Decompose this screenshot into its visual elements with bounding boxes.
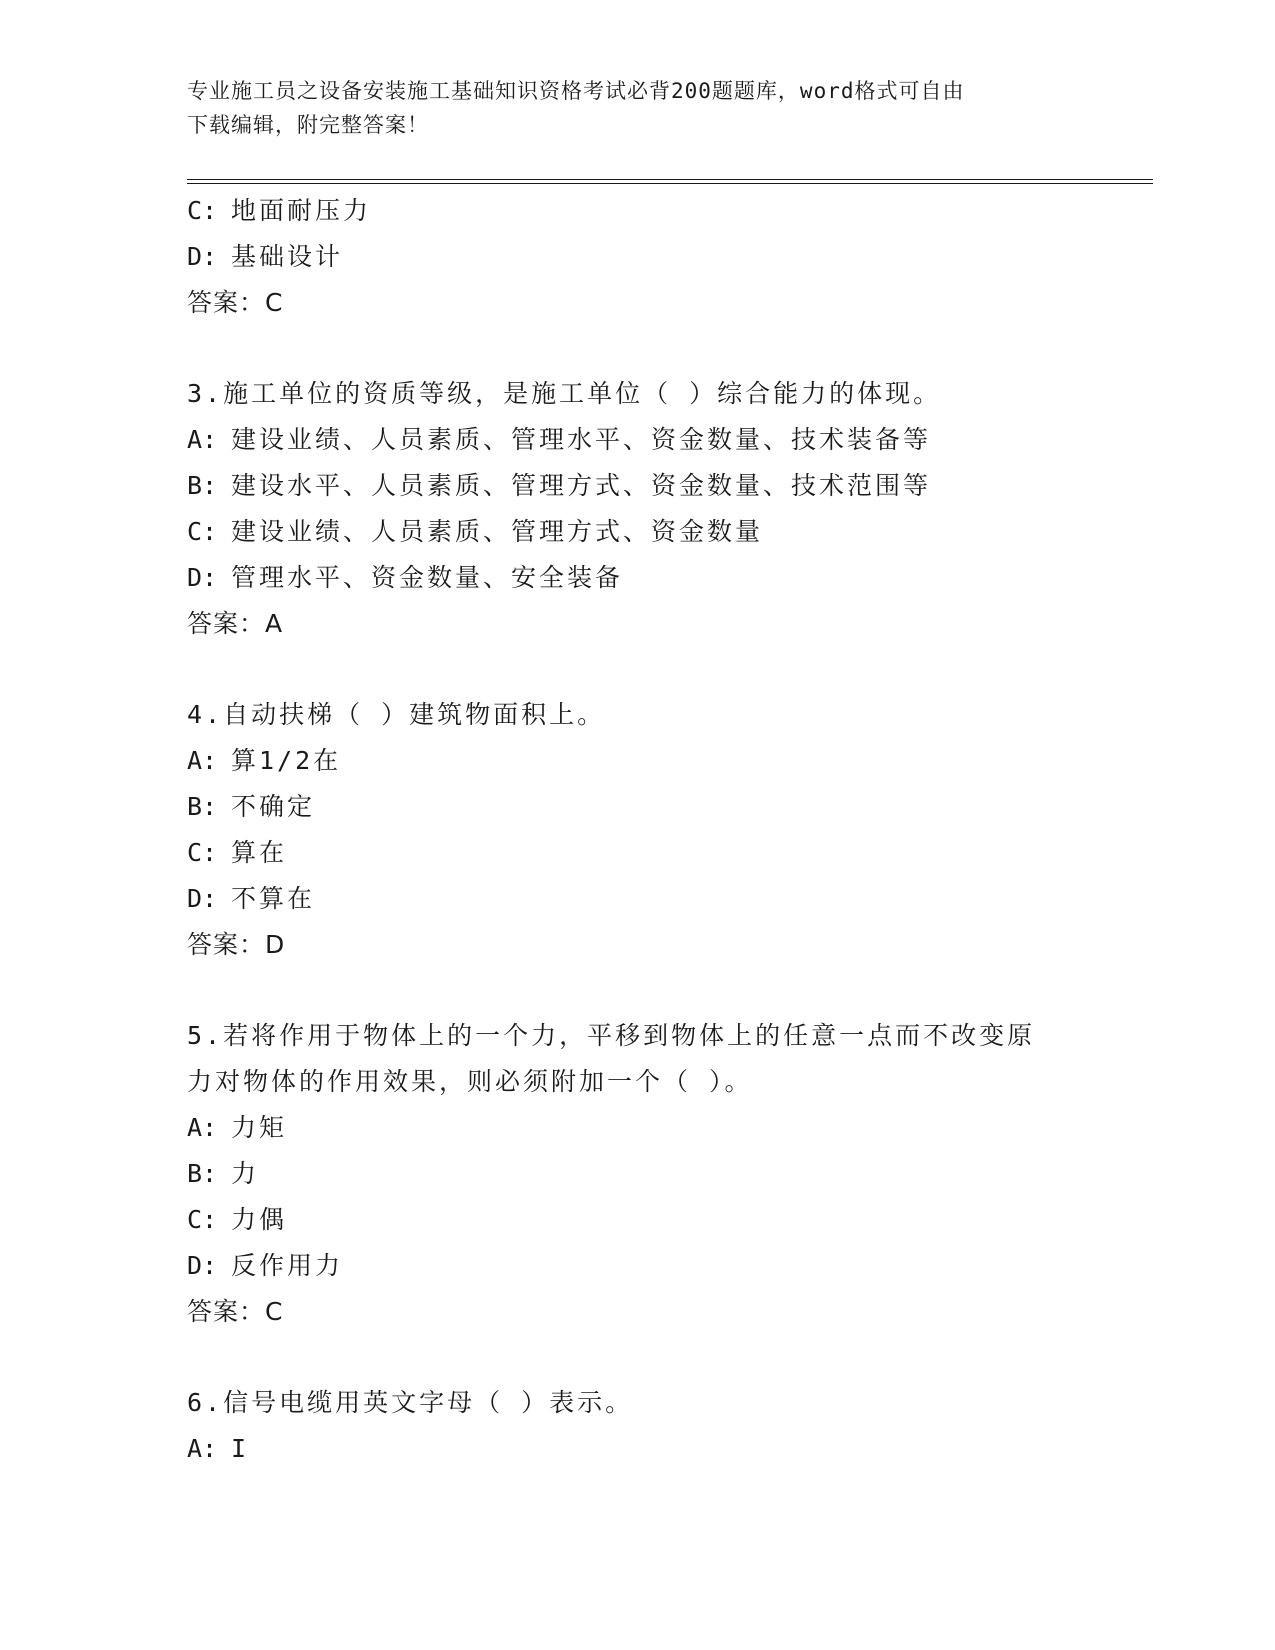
option-label: C:: [187, 1205, 218, 1234]
option-label: B:: [187, 792, 218, 821]
option-a: [187, 1105, 1087, 1151]
option-text: 不确定: [231, 792, 316, 821]
header-rule-bottom: [187, 183, 1153, 184]
option-text: 力矩: [231, 1113, 288, 1142]
option-d: [187, 1243, 1087, 1289]
option-d: [187, 234, 1087, 280]
question-block-5: [187, 1013, 1087, 1335]
option-text: 算在: [231, 838, 288, 867]
option-label: A:: [187, 746, 218, 775]
option-text: 管理水平、资金数量、安全装备: [231, 563, 624, 592]
question-stem-line-1: 5.若将作用于物体上的一个力，平移到物体上的任意一点而不改变原: [187, 1021, 1036, 1050]
header-line-1: 专业施工员之设备安装施工基础知识资格考试必背200题题库，word格式可自由: [187, 79, 965, 103]
option-b: [187, 784, 1087, 830]
question-stem: 6.信号电缆用英文字母（ ）表示。: [187, 1388, 634, 1417]
option-text: 算1/2在: [231, 746, 342, 775]
option-c: [187, 509, 1087, 555]
question-stem: 4.自动扶梯（ ）建筑物面积上。: [187, 700, 606, 729]
option-label: A:: [187, 1113, 218, 1142]
question-block-3: [187, 371, 1087, 647]
question-stem: 3.施工单位的资质等级，是施工单位（ ）综合能力的体现。: [187, 379, 942, 408]
question-block-4: [187, 692, 1087, 968]
answer-line: 答案：D: [187, 930, 286, 959]
option-label: B:: [187, 1159, 218, 1188]
option-label: C:: [187, 196, 218, 225]
option-label: D:: [187, 563, 218, 592]
document-header: [187, 74, 1087, 142]
option-text: 基础设计: [231, 242, 344, 271]
question-block-2: [187, 188, 1087, 326]
option-label: A:: [187, 425, 218, 454]
option-label: B:: [187, 471, 218, 500]
question-block-6: [187, 1380, 1087, 1472]
option-d: [187, 555, 1087, 601]
answer-line: 答案：C: [187, 288, 284, 317]
option-a: [187, 738, 1087, 784]
option-b: [187, 463, 1087, 509]
option-text: I: [231, 1434, 250, 1463]
option-label: C:: [187, 517, 218, 546]
answer-line: 答案：C: [187, 1297, 284, 1326]
option-label: D:: [187, 1251, 218, 1280]
option-text: 建设水平、人员素质、管理方式、资金数量、技术范围等: [231, 471, 932, 500]
option-text: 反作用力: [231, 1251, 344, 1280]
option-c: [187, 1197, 1087, 1243]
option-d: [187, 876, 1087, 922]
header-rule-top: [187, 179, 1153, 180]
option-label: C:: [187, 838, 218, 867]
option-label: D:: [187, 242, 218, 271]
option-a: [187, 417, 1087, 463]
option-label: D:: [187, 884, 218, 913]
header-line-2: 下载编辑，附完整答案！: [187, 113, 429, 137]
option-text: 力: [231, 1159, 260, 1188]
option-c: [187, 830, 1087, 876]
question-stem-line-2: 力对物体的作用效果，则必须附加一个（ ）。: [187, 1067, 753, 1096]
option-b: [187, 1151, 1087, 1197]
option-text: 不算在: [231, 884, 316, 913]
question-list: [187, 188, 1087, 1472]
option-text: 建设业绩、人员素质、管理水平、资金数量、技术装备等: [231, 425, 932, 454]
option-text: 建设业绩、人员素质、管理方式、资金数量: [231, 517, 764, 546]
option-c: [187, 188, 1087, 234]
option-text: 力偶: [231, 1205, 288, 1234]
answer-line: 答案：A: [187, 609, 284, 638]
option-a: [187, 1426, 1087, 1472]
option-text: 地面耐压力: [231, 196, 372, 225]
option-label: A:: [187, 1434, 218, 1463]
